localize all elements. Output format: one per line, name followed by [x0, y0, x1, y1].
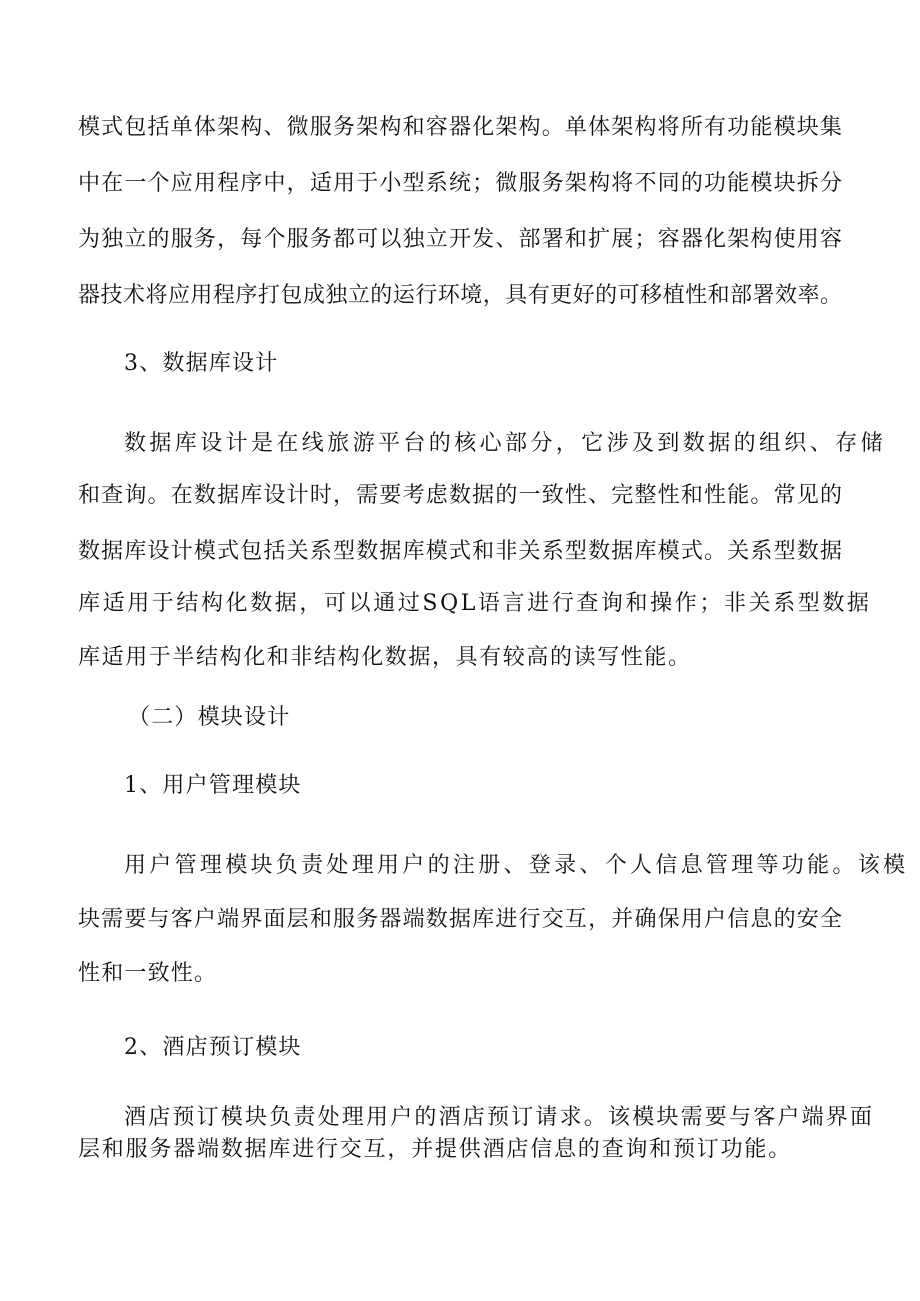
paragraph-line: 层和服务器端数据库进行交互，并提供酒店信息的查询和预订功能。	[78, 1137, 793, 1162]
paragraph-line: 为独立的服务，每个服务都可以独立开发、部署和扩展；容器化架构使用容	[78, 227, 842, 252]
paragraph-line: 器技术将应用程序打包成独立的运行环境，具有更好的可移植性和部署效率。	[78, 283, 842, 308]
paragraph-line: 模式包括单体架构、微服务架构和容器化架构。单体架构将所有功能模块集	[78, 115, 842, 140]
section-heading-module-design: （二）模块设计	[128, 705, 291, 730]
paragraph-line: 数据库设计是在线旅游平台的核心部分，它涉及到数据的组织、存储	[124, 431, 887, 456]
paragraph-line: 用户管理模块负责处理用户的注册、登录、个人信息管理等功能。该模	[124, 853, 909, 878]
paragraph-line: 中在一个应用程序中，适用于小型系统；微服务架构将不同的功能模块拆分	[78, 171, 842, 196]
section-heading-user-module: 1、用户管理模块	[124, 773, 302, 798]
paragraph-line: 库适用于结构化数据，可以通过SQL语言进行查询和操作；非关系型数据	[78, 591, 872, 616]
section-heading-hotel-module: 2、酒店预订模块	[124, 1035, 302, 1060]
paragraph-line: 库适用于半结构化和非结构化数据，具有较高的读写性能。	[78, 645, 692, 670]
paragraph-line: 块需要与客户端界面层和服务器端数据库进行交互，并确保用户信息的安全	[78, 907, 842, 932]
paragraph-line: 酒店预订模块负责处理用户的酒店预订请求。该模块需要与客户端界面	[124, 1105, 875, 1130]
paragraph-line: 性和一致性。	[78, 961, 218, 986]
section-heading-database: 3、数据库设计	[124, 351, 279, 376]
paragraph-line: 数据库设计模式包括关系型数据库模式和非关系型数据库模式。关系型数据	[78, 539, 842, 564]
paragraph-line: 和查询。在数据库设计时，需要考虑数据的一致性、完整性和性能。常见的	[78, 483, 842, 508]
